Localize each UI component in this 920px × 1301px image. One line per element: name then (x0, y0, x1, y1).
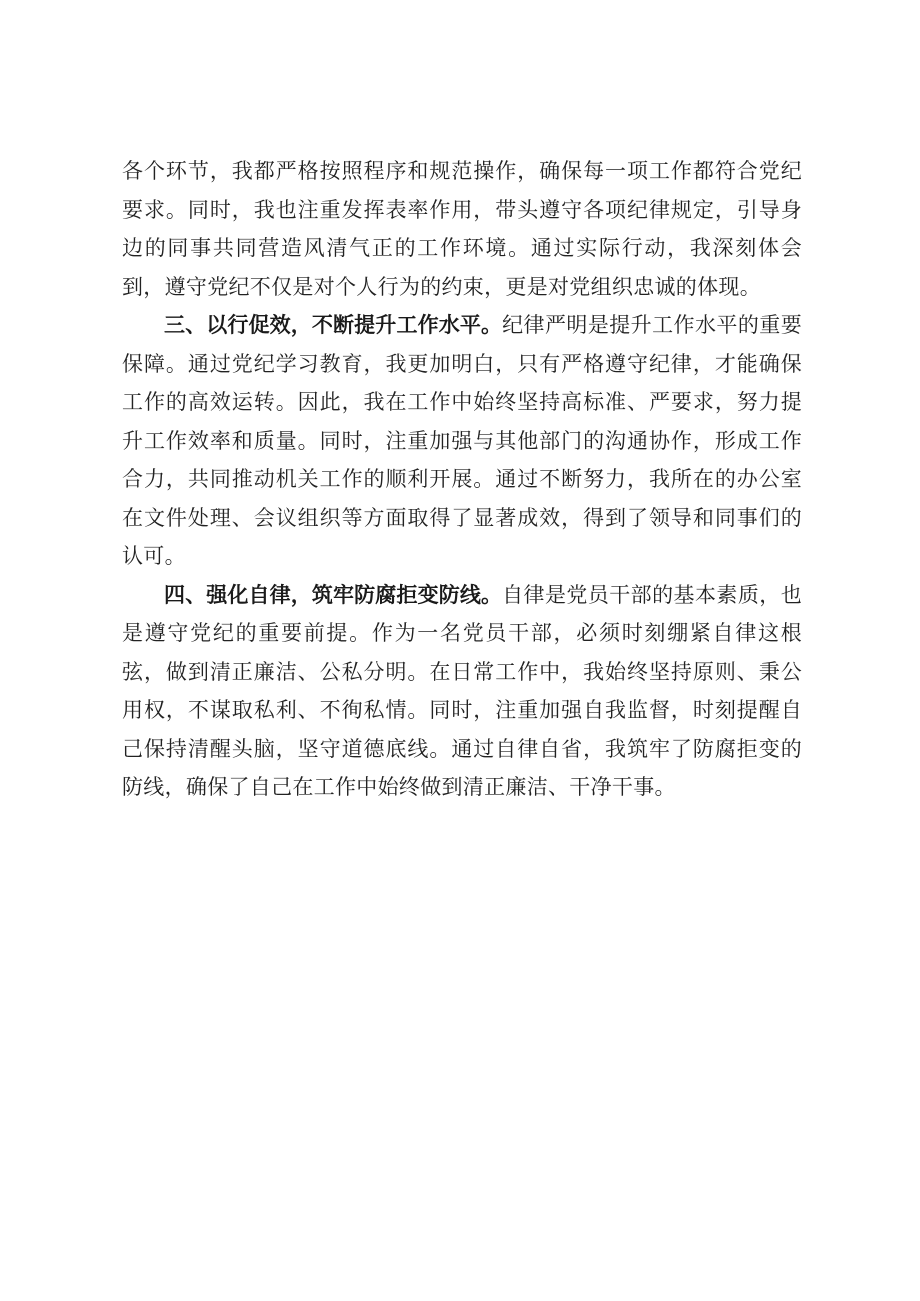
paragraph-text: 纪律严明是提升工作水平的重要保障。通过党纪学习教育，我更加明白，只有严格遵守纪律，才能确保工作的高效运转。因此，我在工作中始终坚持高标准、严要求，努力提升工作效率和质量。同时，注重加强与其他部门的沟通协作，形成工作合力，共同推动机关工作的顺利开展。通过不断努力，我所在的办公室在文件处理、会议组织等方面取得了显著成效，得到了领导和同事们的认可。 (122, 313, 802, 568)
section-heading: 三、以行促效，不断提升工作水平。 (164, 313, 503, 337)
paragraph-section-four (122, 576, 802, 807)
paragraph-text: 各个环节，我都严格按照程序和规范操作，确保每一项工作都符合党纪要求。同时，我也注重发挥表率作用，带头遵守各项纪律规定，引导身边的同事共同营造风清气正的工作环境。通过实际行动，我深刻体会到，遵守党纪不仅是对个人行为的约束，更是对党组织忠诚的体现。 (122, 159, 802, 299)
paragraph-text: 自律是党员干部的基本素质，也是遵守党纪的重要前提。作为一名党员干部，必须时刻绷紧自律这根弦，做到清正廉洁、公私分明。在日常工作中，我始终坚持原则、秉公用权，不谋取私利、不徇私情。同时，注重加强自我监督，时刻提醒自己保持清醒头脑，坚守道德底线。通过自律自省，我筑牢了防腐拒变的防线，确保了自己在工作中始终做到清正廉洁、干净干事。 (122, 582, 802, 799)
paragraph-section-three (122, 306, 802, 576)
document-body (122, 152, 802, 807)
paragraph-continuation (122, 152, 802, 306)
section-heading: 四、强化自律，筑牢防腐拒变防线。 (164, 582, 503, 607)
